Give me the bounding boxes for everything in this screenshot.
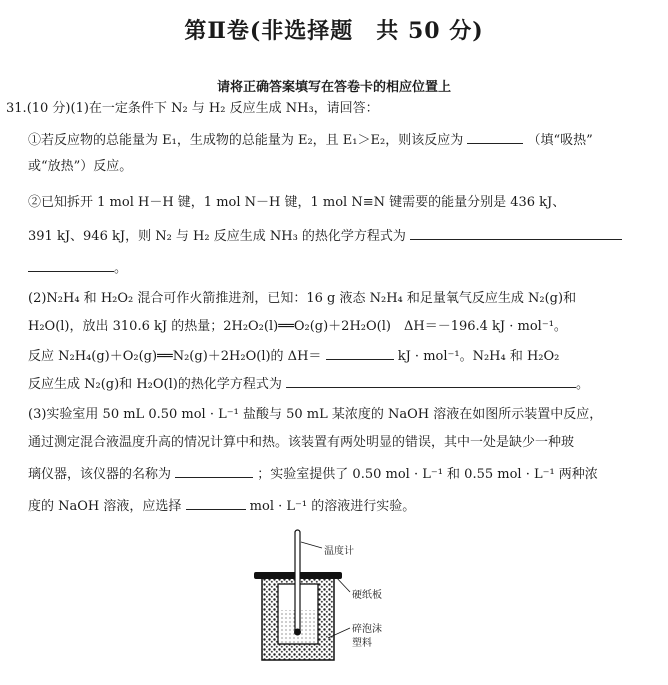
instruction-text: 请将正确答案填写在答卷卡的相应位置上 bbox=[216, 80, 451, 95]
answer-blank-4[interactable] bbox=[286, 374, 576, 388]
thermometer-bulb bbox=[294, 629, 301, 636]
part2-line1 bbox=[28, 290, 576, 308]
label-foam-2: 塑料 bbox=[352, 638, 372, 649]
answer-blank-3[interactable] bbox=[326, 346, 394, 360]
label-foam: 碎泡沫 bbox=[352, 624, 382, 635]
part3-text4: 度的 NaOH 溶液，应选择 bbox=[28, 499, 182, 514]
label-thermometer: 温度计 bbox=[324, 546, 354, 557]
part3-text4b: mol · L⁻¹ 的溶液进行实验。 bbox=[249, 499, 416, 514]
part1-sub2-line2 bbox=[28, 226, 622, 246]
part2-line3 bbox=[28, 346, 559, 366]
part1-sub1-line2 bbox=[28, 158, 132, 176]
part3-text3b: ；实验室提供了 0.50 mol · L⁻¹ 和 0.55 mol · L⁻¹ 两种浓 bbox=[257, 467, 598, 482]
part2-text3b: kJ · mol⁻¹。N₂H₄ 和 H₂O₂ bbox=[397, 349, 560, 364]
part1-sub2-end: 。 bbox=[114, 261, 128, 276]
part2-end: 。 bbox=[575, 377, 589, 392]
part3-text3: 璃仪器，该仪器的名称为 bbox=[28, 467, 172, 482]
part1-sub1-line1 bbox=[28, 130, 593, 150]
answer-blank-1[interactable] bbox=[467, 130, 523, 144]
answer-blank-5[interactable] bbox=[175, 464, 253, 478]
thermometer bbox=[295, 530, 300, 632]
part3-line1 bbox=[28, 406, 602, 424]
part3-line4 bbox=[28, 496, 415, 516]
part1-sub1-hint: （填“吸热” bbox=[527, 133, 593, 148]
part2-text2: H₂O(l)，放出 310.6 kJ 的热量；2H₂O₂(l)══O₂(g)＋2H₂O(l) ΔH＝－196.4 kJ · mol⁻¹。 bbox=[28, 319, 567, 334]
part2-text4: 反应生成 N₂(g)和 H₂O(l)的热化学方程式为 bbox=[28, 377, 282, 392]
calorimeter-diagram bbox=[248, 528, 448, 678]
answer-blank-6[interactable] bbox=[186, 496, 246, 510]
part2-line4 bbox=[28, 374, 589, 394]
part1-sub2-line1 bbox=[28, 194, 565, 212]
part1-sub1-text: ①若反应物的总能量为 E₁，生成物的总能量为 E₂，且 E₁＞E₂，则该反应为 bbox=[28, 133, 464, 148]
part3-text1: (3)实验室用 50 mL 0.50 mol · L⁻¹ 盐酸与 50 mL 某浓度的 NaOH 溶液在如图所示装置中反应， bbox=[28, 407, 603, 422]
label-cardboard: 硬纸板 bbox=[352, 590, 382, 601]
section-title: 第Ⅱ卷(非选择题 共 50 分) bbox=[184, 18, 484, 44]
part3-line2 bbox=[28, 434, 574, 452]
part1-sub2-text: ②已知拆开 1 mol H－H 键，1 mol N－H 键，1 mol N≡N 键需要的能量分别是 436 kJ、 bbox=[28, 195, 566, 210]
question-score: (10 分) bbox=[26, 101, 71, 116]
question-number: 31. bbox=[6, 101, 27, 116]
part3-line3 bbox=[28, 464, 598, 484]
part1-intro: (1)在一定条件下 N₂ 与 H₂ 反应生成 NH₃，请回答： bbox=[70, 101, 379, 116]
answer-blank-2b[interactable] bbox=[28, 258, 114, 272]
part1-sub2-text2: 391 kJ、946 kJ，则 N₂ 与 H₂ 反应生成 NH₃ 的热化学方程式为 bbox=[28, 229, 406, 244]
part2-text3: 反应 N₂H₄(g)＋O₂(g)══N₂(g)＋2H₂O(l)的 ΔH＝ bbox=[28, 349, 322, 364]
part2-text1: (2)N₂H₄ 和 H₂O₂ 混合可作火箭推进剂，已知：16 g 液态 N₂H₄ 和足量氧气反应生成 N₂(g)和 bbox=[28, 291, 577, 306]
part1-sub1-end: 或“放热”）反应。 bbox=[28, 159, 133, 174]
part2-line2 bbox=[28, 318, 567, 336]
part3-text2: 通过测定混合液温度升高的情况计算中和热。该装置有两处明显的错误，其中一处是缺少一种玻 bbox=[28, 435, 575, 450]
part1-sub2-line3 bbox=[28, 258, 127, 278]
answer-blank-2[interactable] bbox=[410, 226, 622, 240]
question-intro bbox=[6, 100, 379, 118]
